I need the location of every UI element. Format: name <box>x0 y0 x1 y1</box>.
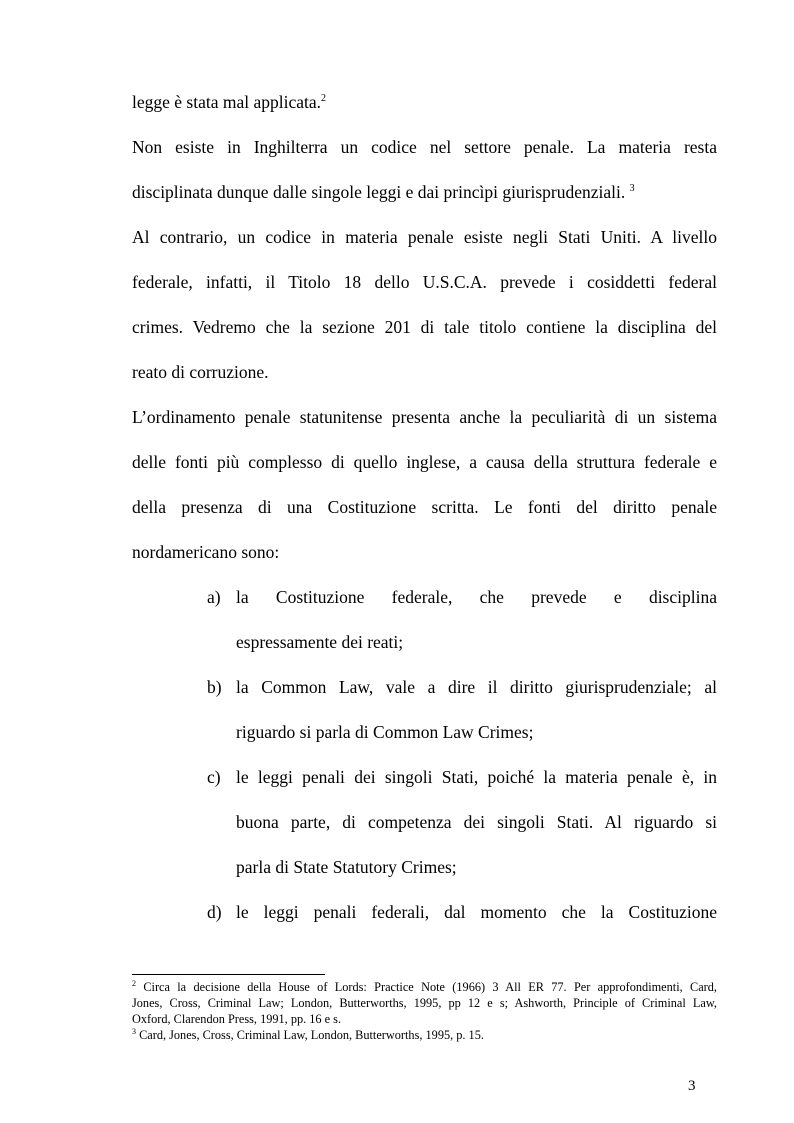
list-item-line: parla di State Statutory Crimes; <box>236 857 457 877</box>
page-number: 3 <box>688 1078 696 1094</box>
body-line: reato di corruzione. <box>132 362 269 382</box>
body-line: federale, infatti, il Titolo 18 dello U.S.C.A. prevede i cosiddetti federal <box>132 272 717 292</box>
body-line: Non esiste in Inghilterra un codice nel settore penale. La materia resta <box>132 137 717 157</box>
list-item-line: riguardo si parla di Common Law Crimes; <box>236 722 534 742</box>
list-label: d) <box>207 902 222 922</box>
footnote-ref: 2 <box>321 93 327 104</box>
footnote-line: $^2$ Circa la decisione della House of Lords: Practice Note (1966) 3 All ER 77. Per approfondimenti, Card, <box>132 979 717 994</box>
footnote-ref: 3 <box>629 183 635 194</box>
list-item-line: le leggi penali federali, dal momento che la Costituzione <box>236 902 717 922</box>
body-line: crimes. Vedremo che la sezione 201 di tale titolo contiene la disciplina del <box>132 317 717 337</box>
list-label: a) <box>207 587 221 607</box>
body-line: legge è stata mal applicata.$^2$ <box>132 92 327 112</box>
list-item-line: le leggi penali dei singoli Stati, poiché la materia penale è, in <box>236 767 717 787</box>
list-item-line: la Common Law, vale a dire il diritto giurisprudenziale; al <box>236 677 717 697</box>
body-line: disciplinata dunque dalle singole leggi e dai princìpi giurisprudenziali. $^3$ <box>132 182 635 202</box>
body-line: nordamericano sono: <box>132 542 280 562</box>
footnote-line: Oxford, Clarendon Press, 1991, pp. 16 e s. <box>132 1012 342 1026</box>
footnote-line: Jones, Cross, Criminal Law; London, Butterworths, 1995, pp 12 e s; Ashworth, Principle of Criminal Law, <box>132 996 717 1010</box>
list-item-line: buona parte, di competenza dei singoli Stati. Al riguardo si <box>236 812 717 832</box>
footnote-number: 2 <box>132 979 136 988</box>
list-label: b) <box>207 677 222 697</box>
body-line: delle fonti più complesso di quello inglese, a causa della struttura federale e <box>132 452 717 472</box>
body-line: L’ordinamento penale statunitense presenta anche la peculiarità di un sistema <box>132 407 717 427</box>
footnote-divider <box>132 974 325 975</box>
body-line: della presenza di una Costituzione scritta. Le fonti del diritto penale <box>132 497 717 517</box>
footnote-number: 3 <box>132 1027 136 1036</box>
list-item-line: la Costituzione federale, che prevede e disciplina <box>236 587 717 607</box>
body-line: Al contrario, un codice in materia penale esiste negli Stati Uniti. A livello <box>132 227 717 247</box>
list-item-line: espressamente dei reati; <box>236 632 404 652</box>
footnote-line: $^3$ Card, Jones, Cross, Criminal Law, London, Butterworths, 1995, p. 15. <box>132 1027 484 1042</box>
list-label: c) <box>207 767 221 787</box>
